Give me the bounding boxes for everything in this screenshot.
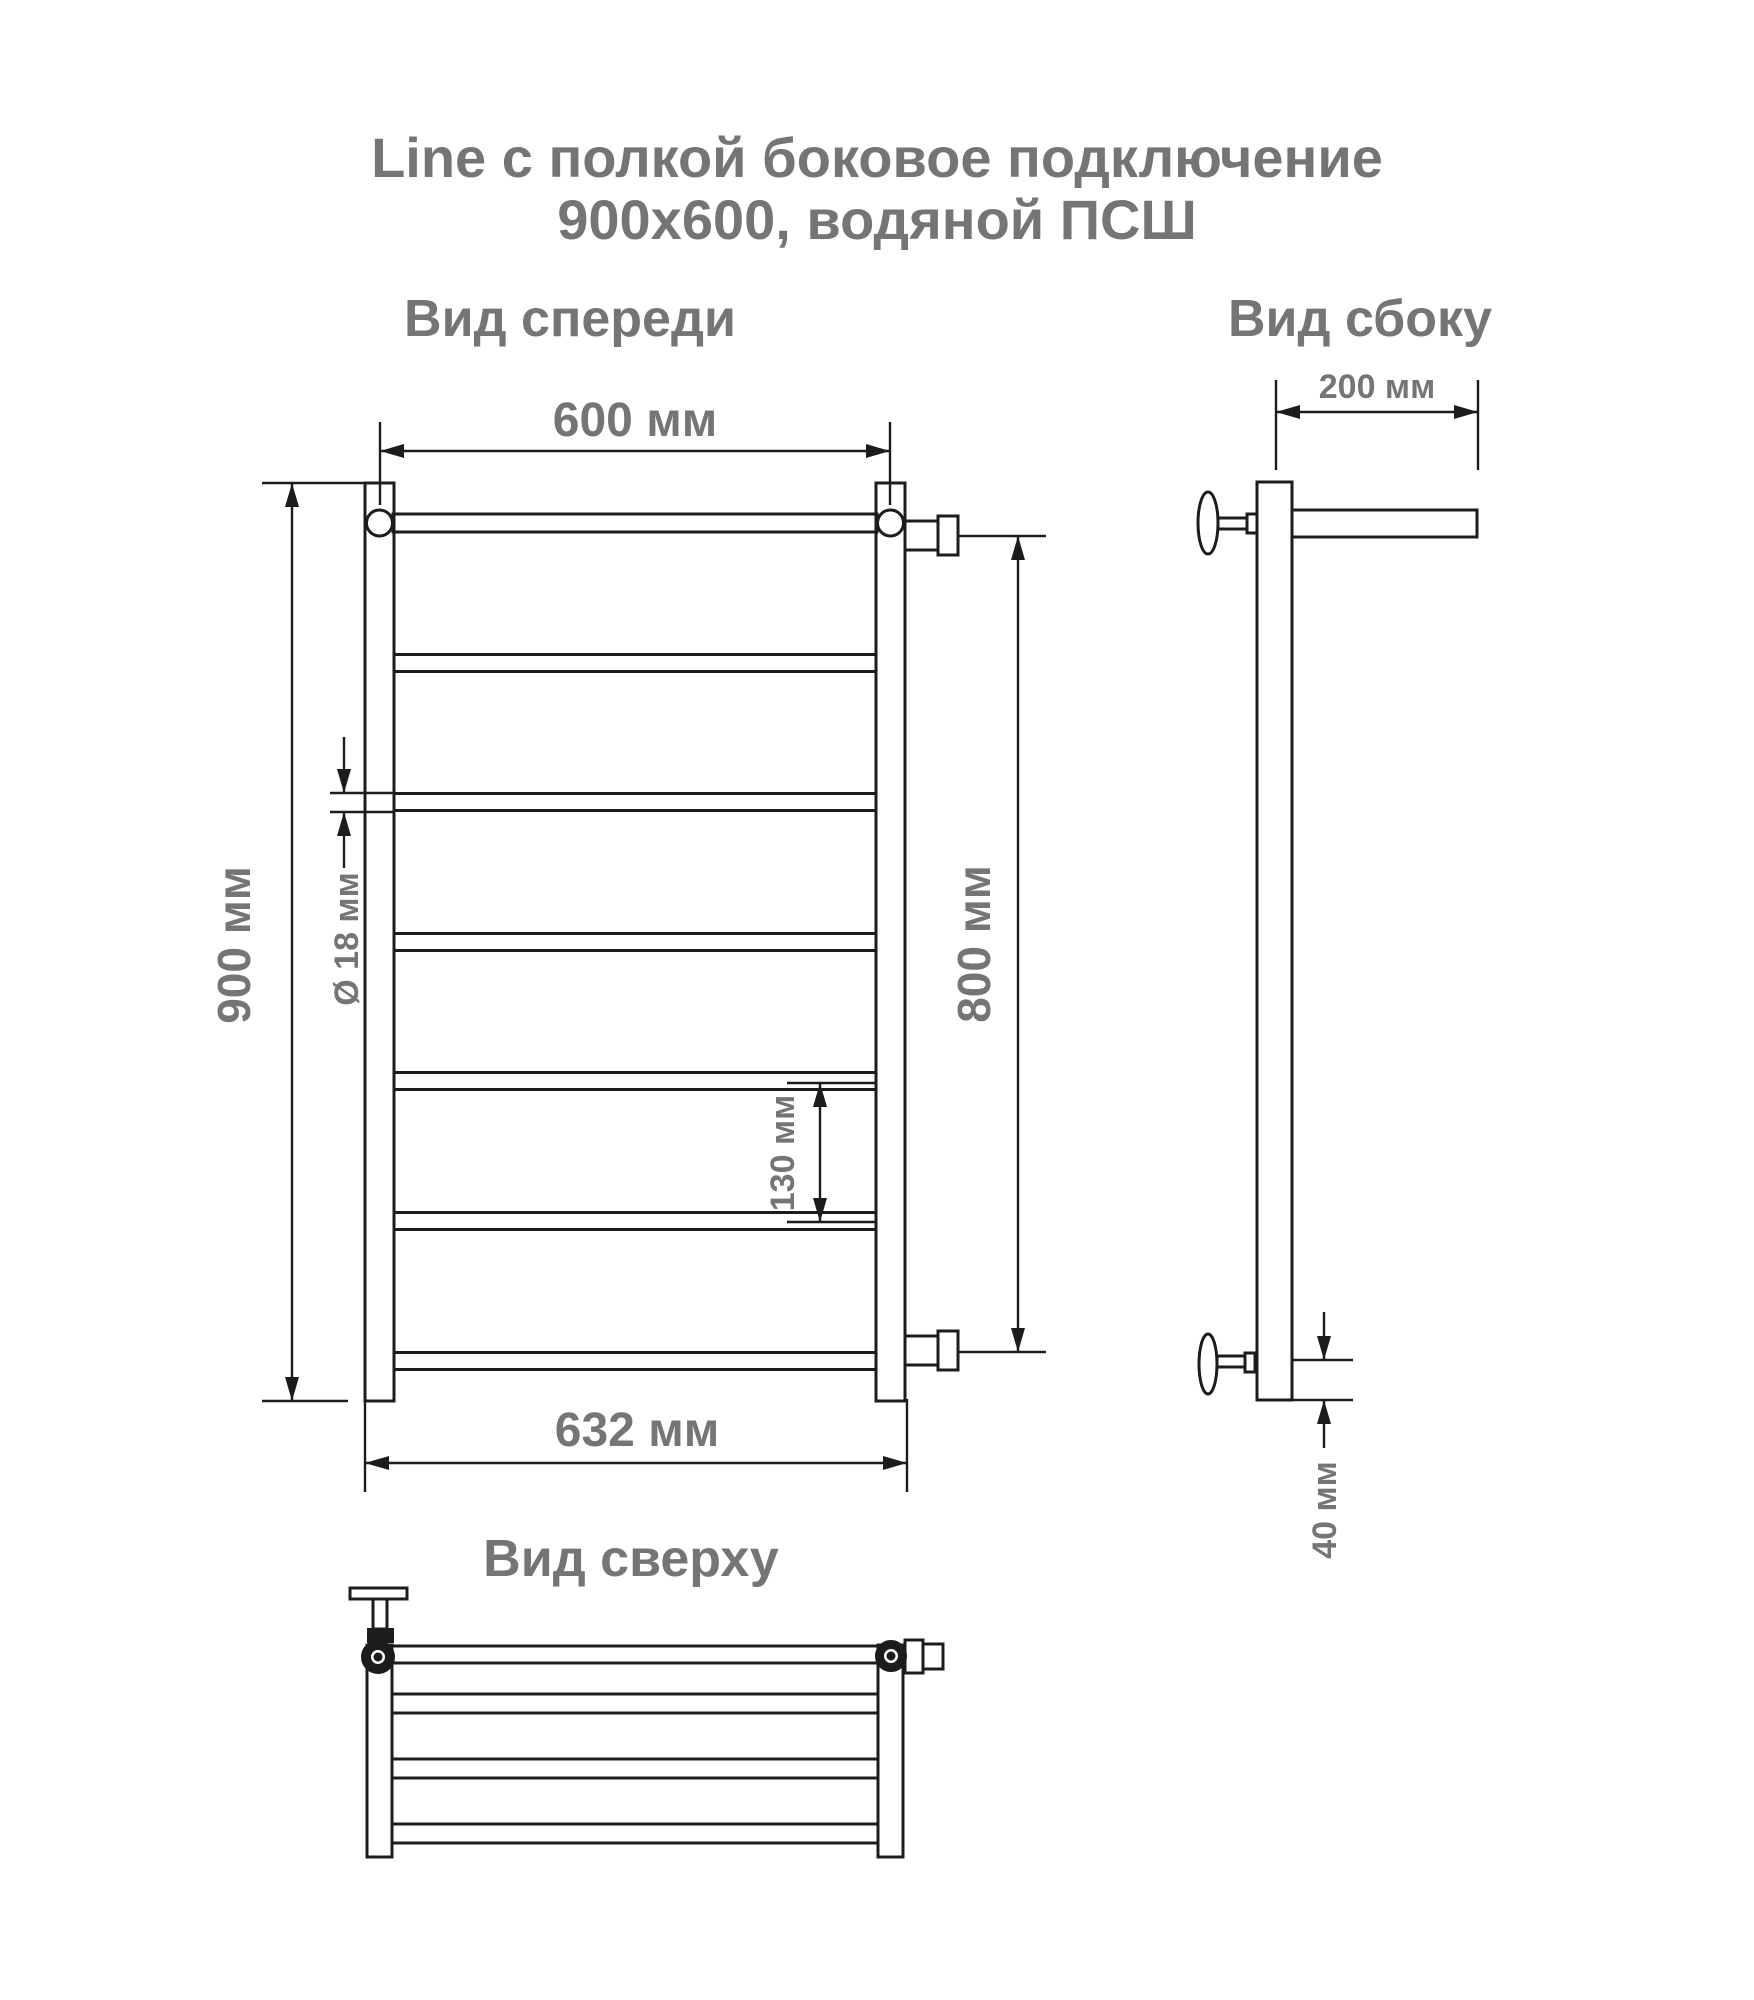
top-right-union-icon [876, 1641, 906, 1671]
top-wall-bracket [350, 1588, 407, 1642]
front-rung-4 [394, 934, 876, 951]
front-left-post [365, 483, 394, 1401]
front-view-label: Вид спереди [404, 290, 736, 348]
front-view [208, 290, 1046, 1492]
front-dim-overall-height-label: 900 мм [208, 866, 260, 1024]
top-shelf-bar-1 [392, 1646, 878, 1663]
front-rung-7 [394, 1353, 876, 1370]
top-left-post [367, 1645, 392, 1857]
side-dim-bottom-offset [1292, 1312, 1353, 1559]
front-dim-top-width [380, 394, 890, 505]
top-connection-stub [905, 1640, 943, 1673]
front-dim-rung-gap-label: 130 мм [764, 1094, 802, 1212]
top-left-union-icon [362, 1641, 394, 1673]
top-shelf-bar-4 [392, 1824, 878, 1843]
side-shelf-arm [1292, 510, 1477, 537]
front-right-post [876, 483, 905, 1401]
front-top-rail [393, 514, 877, 532]
front-top-connection-fitting [905, 516, 958, 555]
front-rung-2 [394, 655, 876, 672]
side-view [1198, 290, 1492, 1559]
front-dim-bottom-width [365, 1399, 907, 1492]
front-dim-connection-height-label: 800 мм [948, 865, 1000, 1023]
front-rung-3 [394, 794, 876, 811]
side-view-label: Вид сбоку [1227, 290, 1493, 348]
front-dim-tube-diameter-label: Ø 18 мм [328, 872, 366, 1006]
top-shelf-bar-2 [392, 1694, 878, 1713]
front-dim-rung-gap [764, 1083, 877, 1222]
side-dim-depth [1276, 368, 1478, 470]
front-dim-top-width-label: 600 мм [552, 394, 718, 447]
top-view [350, 1530, 943, 1857]
side-dim-bottom-offset-label: 40 мм [1306, 1461, 1344, 1559]
front-dim-bottom-width-label: 632 мм [554, 1404, 720, 1457]
side-bottom-wall-bracket [1199, 1334, 1255, 1394]
front-right-union-icon [878, 510, 904, 536]
front-rung-5 [394, 1073, 876, 1090]
side-top-wall-bracket [1198, 492, 1257, 554]
top-view-label: Вид сверху [483, 1530, 779, 1588]
drawing-title-line2: 900х600, водяной ПСШ [557, 188, 1197, 251]
side-dim-depth-label: 200 мм [1318, 368, 1436, 406]
front-left-union-icon [367, 510, 393, 536]
side-post [1257, 482, 1292, 1400]
top-right-post [878, 1645, 903, 1857]
front-bottom-connection-fitting [905, 1331, 958, 1370]
front-dim-connection-height [948, 536, 1046, 1352]
drawing-title-line1: Line с полкой боковое подключение [371, 126, 1383, 189]
top-shelf-bar-3 [392, 1759, 878, 1778]
